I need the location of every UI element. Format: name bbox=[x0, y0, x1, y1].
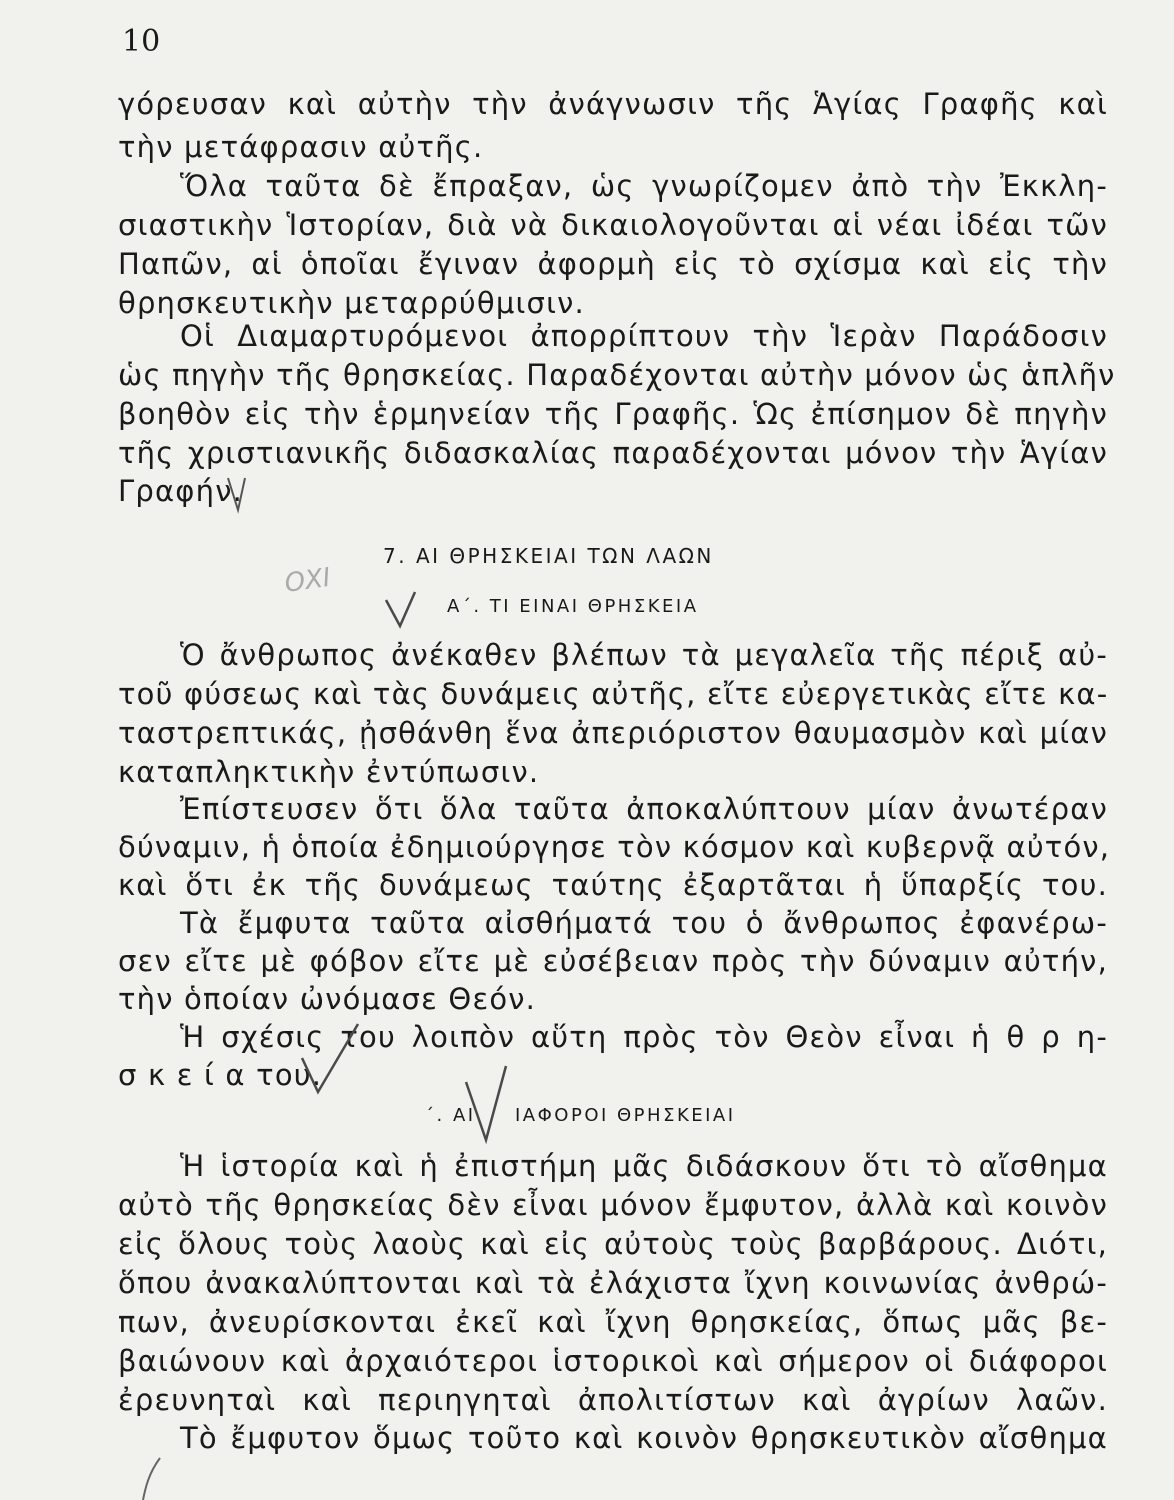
text-line: Παπῶν, αἱ ὁποῖαι ἔγιναν ἀφορμὴ εἰς τὸ σχίσμα καὶ εἰς τὴν bbox=[118, 247, 1108, 281]
subsection-heading-right: ΙΑΦΟΡΟΙ ΘΡΗΣΚΕΙΑΙ bbox=[515, 1105, 736, 1126]
text-line: καταπληκτικὴν ἐντύπωσιν. bbox=[118, 755, 540, 789]
text-line: θρησκευτικὴν μεταρρύθμισιν. bbox=[118, 286, 585, 320]
text-line: καὶ ὅτι ἐκ τῆς δυνάμεως ταύτης ἐξαρτᾶται ἡ ὕπαρξίς του. bbox=[118, 868, 1108, 902]
text-line: βοηθὸν εἰς τὴν ἑρμηνείαν τῆς Γραφῆς. Ὡς ἐπίσημον δὲ πηγὴν bbox=[118, 397, 1108, 431]
text-line: σιαστικὴν Ἱστορίαν, διὰ νὰ δικαιολογοῦνται αἱ νέαι ἰδέαι τῶν bbox=[118, 208, 1108, 242]
subsection-heading: Α΄. ΤΙ ΕΙΝΑΙ ΘΡΗΣΚΕΙΑ bbox=[447, 596, 699, 617]
text-line: ταστρεπτικάς, ᾐσθάνθη ἕνα ἀπεριόριστον θαυμασμὸν καὶ μίαν bbox=[118, 716, 1108, 750]
subsection-heading-left: ΄. ΑΙ bbox=[425, 1105, 476, 1126]
text-line: ὅπου ἀνακαλύπτονται καὶ τὰ ἐλάχιστα ἴχνη κοινωνίας ἀνθρώ- bbox=[118, 1266, 1108, 1300]
text-line: αὐτὸ τῆς θρησκείας δὲν εἶναι μόνον ἔμφυτον, ἀλλὰ καὶ κοινὸν bbox=[118, 1188, 1108, 1222]
text-line: Ἐπίστευσεν ὅτι ὅλα ταῦτα ἀποκαλύπτουν μίαν ἀνωτέραν bbox=[180, 792, 1108, 826]
text-line: ἐρευνηταὶ καὶ περιηγηταὶ ἀπολιτίστων καὶ ἀγρίων λαῶν. bbox=[118, 1383, 1108, 1417]
text-line: Ἡ σχέσις του λοιπὸν αὕτη πρὸς τὸν Θεὸν εἶναι ἡ θ ρ η- bbox=[180, 1020, 1108, 1054]
pencil-stroke bbox=[143, 1458, 160, 1500]
text-line: πων, ἀνευρίσκονται ἐκεῖ καὶ ἴχνη θρησκείας, ὅπως μᾶς βε- bbox=[118, 1305, 1108, 1339]
text-line: Γραφήν. bbox=[118, 474, 244, 508]
text-line: ὡς πηγὴν τῆς θρησκείας. Παραδέχονται αὐτὴν μόνον ὡς ἁπλῆν bbox=[118, 358, 1116, 392]
page-number: 10 bbox=[122, 24, 161, 59]
text-line: δύναμιν, ἡ ὁποία ἐδημιούργησε τὸν κόσμον καὶ κυβερνᾷ αὐτόν, bbox=[118, 830, 1111, 864]
text-line: Τὰ ἔμφυτα ταῦτα αἰσθήματά του ὁ ἄνθρωπος ἐφανέρω- bbox=[180, 906, 1108, 940]
text-line: βαιώνουν καὶ ἀρχαιότεροι ἱστορικοὶ καὶ σήμερον οἱ διάφοροι bbox=[118, 1344, 1108, 1378]
text-line: Ὁ ἄνθρωπος ἀνέκαθεν βλέπων τὰ μεγαλεῖα τῆς πέριξ αὐ- bbox=[180, 638, 1108, 672]
checkmark-icon bbox=[386, 592, 415, 626]
section-heading: 7. ΑΙ ΘΡΗΣΚΕΙΑΙ ΤΩΝ ΛΑΩΝ bbox=[383, 544, 714, 568]
text-line: τοῦ φύσεως καὶ τὰς δυνάμεις αὐτῆς, εἴτε εὐεργετικὰς εἴτε κα- bbox=[118, 677, 1109, 711]
text-line: Τὸ ἔμφυτον ὅμως τοῦτο καὶ κοινὸν θρησκευτικὸν αἴσθημα bbox=[180, 1421, 1108, 1455]
text-line: σεν εἴτε μὲ φόβον εἴτε μὲ εὐσέβειαν πρὸς τὴν δύναμιν αὐτήν, bbox=[118, 944, 1108, 978]
faint-handwritten-note: ΟΧΙ bbox=[282, 562, 333, 599]
text-line: σ κ ε ί α του. bbox=[118, 1058, 323, 1092]
text-line: γόρευσαν καὶ αὐτὴν τὴν ἀνάγνωσιν τῆς Ἁγίας Γραφῆς καὶ bbox=[118, 87, 1108, 121]
text-line: Οἱ Διαμαρτυρόμενοι ἀπορρίπτουν τὴν Ἱερὰν Παράδοσιν bbox=[180, 319, 1108, 353]
text-line: τῆς χριστιανικῆς διδασκαλίας παραδέχονται μόνον τὴν Ἁγίαν bbox=[118, 436, 1108, 470]
text-line: Ὅλα ταῦτα δὲ ἔπραξαν, ὡς γνωρίζομεν ἀπὸ τὴν Ἐκκλη- bbox=[180, 169, 1108, 203]
text-line: Ἡ ἱστορία καὶ ἡ ἐπιστήμη μᾶς διδάσκουν ὅτι τὸ αἴσθημα bbox=[180, 1149, 1108, 1183]
text-line: εἰς ὅλους τοὺς λαοὺς καὶ εἰς αὐτοὺς τοὺς βαρβάρους. Διότι, bbox=[118, 1227, 1108, 1261]
text-line: τὴν μετάφρασιν αὐτῆς. bbox=[118, 130, 484, 164]
text-line: τὴν ὁποίαν ὠνόμασε Θεόν. bbox=[118, 982, 537, 1016]
